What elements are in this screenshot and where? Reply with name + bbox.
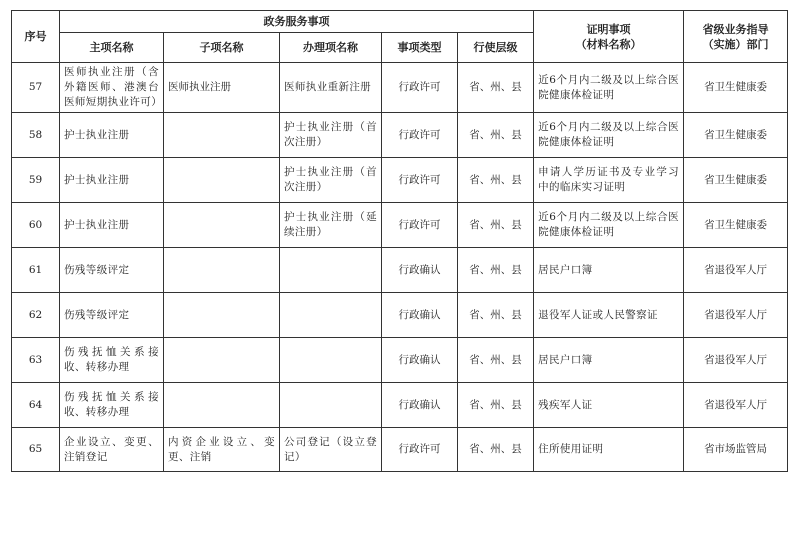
cell-level: 省、州、县 [458, 113, 534, 158]
cell-dept: 省退役军人厅 [684, 338, 788, 383]
table-row [12, 63, 788, 113]
cell-dept: 省市场监管局 [684, 428, 788, 472]
cell-main: 护士执业注册 [60, 113, 164, 158]
cell-dept: 省卫生健康委 [684, 113, 788, 158]
cell-seq: 63 [12, 338, 60, 383]
cell-dept: 省卫生健康委 [684, 203, 788, 248]
cell-process: 公司登记（设立登记） [280, 428, 382, 472]
cell-main: 企业设立、变更、注销登记 [60, 428, 164, 472]
cell-type: 行政确认 [382, 338, 458, 383]
header-proof-text: 证明事项 （材料名称） [575, 22, 642, 51]
cell-process [280, 248, 382, 293]
cell-process: 医师执业重新注册 [280, 63, 382, 113]
cell-proof: 居民户口簿 [534, 338, 684, 383]
cell-main: 伤残等级评定 [60, 248, 164, 293]
table-row [12, 338, 788, 383]
cell-type: 行政确认 [382, 248, 458, 293]
cell-process [280, 293, 382, 338]
cell-type: 行政许可 [382, 158, 458, 203]
cell-process: 护士执业注册（首次注册） [280, 113, 382, 158]
table-row [12, 203, 788, 248]
cell-level: 省、州、县 [458, 248, 534, 293]
cell-type: 行政许可 [382, 113, 458, 158]
cell-proof: 居民户口簿 [534, 248, 684, 293]
matters-table [11, 10, 788, 472]
cell-seq: 65 [12, 428, 60, 472]
cell-type: 行政确认 [382, 383, 458, 428]
cell-type: 行政许可 [382, 428, 458, 472]
cell-sub [164, 113, 280, 158]
header-dept [684, 11, 788, 63]
header-process-item: 办理项名称 [280, 33, 382, 63]
cell-main: 护士执业注册 [60, 158, 164, 203]
cell-sub [164, 203, 280, 248]
cell-proof: 申请人学历证书及专业学习中的临床实习证明 [534, 158, 684, 203]
cell-main: 护士执业注册 [60, 203, 164, 248]
cell-dept: 省退役军人厅 [684, 383, 788, 428]
cell-main: 医师执业注册（含外籍医师、港澳台医师短期执业许可） [60, 63, 164, 113]
table-row [12, 158, 788, 203]
cell-proof: 残疾军人证 [534, 383, 684, 428]
header-sub-item: 子项名称 [164, 33, 280, 63]
cell-proof: 近6个月内二级及以上综合医院健康体检证明 [534, 203, 684, 248]
cell-level: 省、州、县 [458, 203, 534, 248]
cell-level: 省、州、县 [458, 338, 534, 383]
cell-sub [164, 293, 280, 338]
table-row [12, 383, 788, 428]
cell-process [280, 338, 382, 383]
table-row [12, 248, 788, 293]
cell-level: 省、州、县 [458, 158, 534, 203]
table-row [12, 428, 788, 472]
header-proof [534, 11, 684, 63]
table-row [12, 293, 788, 338]
cell-type: 行政许可 [382, 63, 458, 113]
cell-proof: 住所使用证明 [534, 428, 684, 472]
header-group: 政务服务事项 [60, 11, 534, 33]
cell-sub: 内资企业设立、变更、注销 [164, 428, 280, 472]
cell-dept: 省退役军人厅 [684, 293, 788, 338]
cell-seq: 61 [12, 248, 60, 293]
cell-dept: 省卫生健康委 [684, 158, 788, 203]
cell-main: 伤残抚恤关系接收、转移办理 [60, 338, 164, 383]
cell-seq: 60 [12, 203, 60, 248]
cell-sub [164, 158, 280, 203]
cell-level: 省、州、县 [458, 428, 534, 472]
cell-level: 省、州、县 [458, 383, 534, 428]
cell-process [280, 383, 382, 428]
cell-type: 行政许可 [382, 203, 458, 248]
cell-main: 伤残等级评定 [60, 293, 164, 338]
cell-proof: 近6个月内二级及以上综合医院健康体检证明 [534, 113, 684, 158]
header-level: 行使层级 [458, 33, 534, 63]
cell-proof: 退役军人证或人民警察证 [534, 293, 684, 338]
cell-seq: 58 [12, 113, 60, 158]
header-main-item: 主项名称 [60, 33, 164, 63]
cell-seq: 62 [12, 293, 60, 338]
cell-process: 护士执业注册（首次注册） [280, 158, 382, 203]
table-row [12, 113, 788, 158]
cell-dept: 省卫生健康委 [684, 63, 788, 113]
cell-sub: 医师执业注册 [164, 63, 280, 113]
cell-sub [164, 383, 280, 428]
cell-proof: 近6个月内二级及以上综合医院健康体检证明 [534, 63, 684, 113]
header-seq: 序号 [12, 11, 60, 63]
cell-sub [164, 248, 280, 293]
cell-process: 护士执业注册（延续注册） [280, 203, 382, 248]
cell-main: 伤残抚恤关系接收、转移办理 [60, 383, 164, 428]
cell-level: 省、州、县 [458, 293, 534, 338]
cell-seq: 57 [12, 63, 60, 113]
cell-sub [164, 338, 280, 383]
header-dept-text: 省级业务指导 （实施）部门 [702, 22, 769, 51]
cell-type: 行政确认 [382, 293, 458, 338]
cell-seq: 59 [12, 158, 60, 203]
header-item-type: 事项类型 [382, 33, 458, 63]
cell-dept: 省退役军人厅 [684, 248, 788, 293]
cell-seq: 64 [12, 383, 60, 428]
cell-level: 省、州、县 [458, 63, 534, 113]
header-row-1 [12, 11, 788, 33]
